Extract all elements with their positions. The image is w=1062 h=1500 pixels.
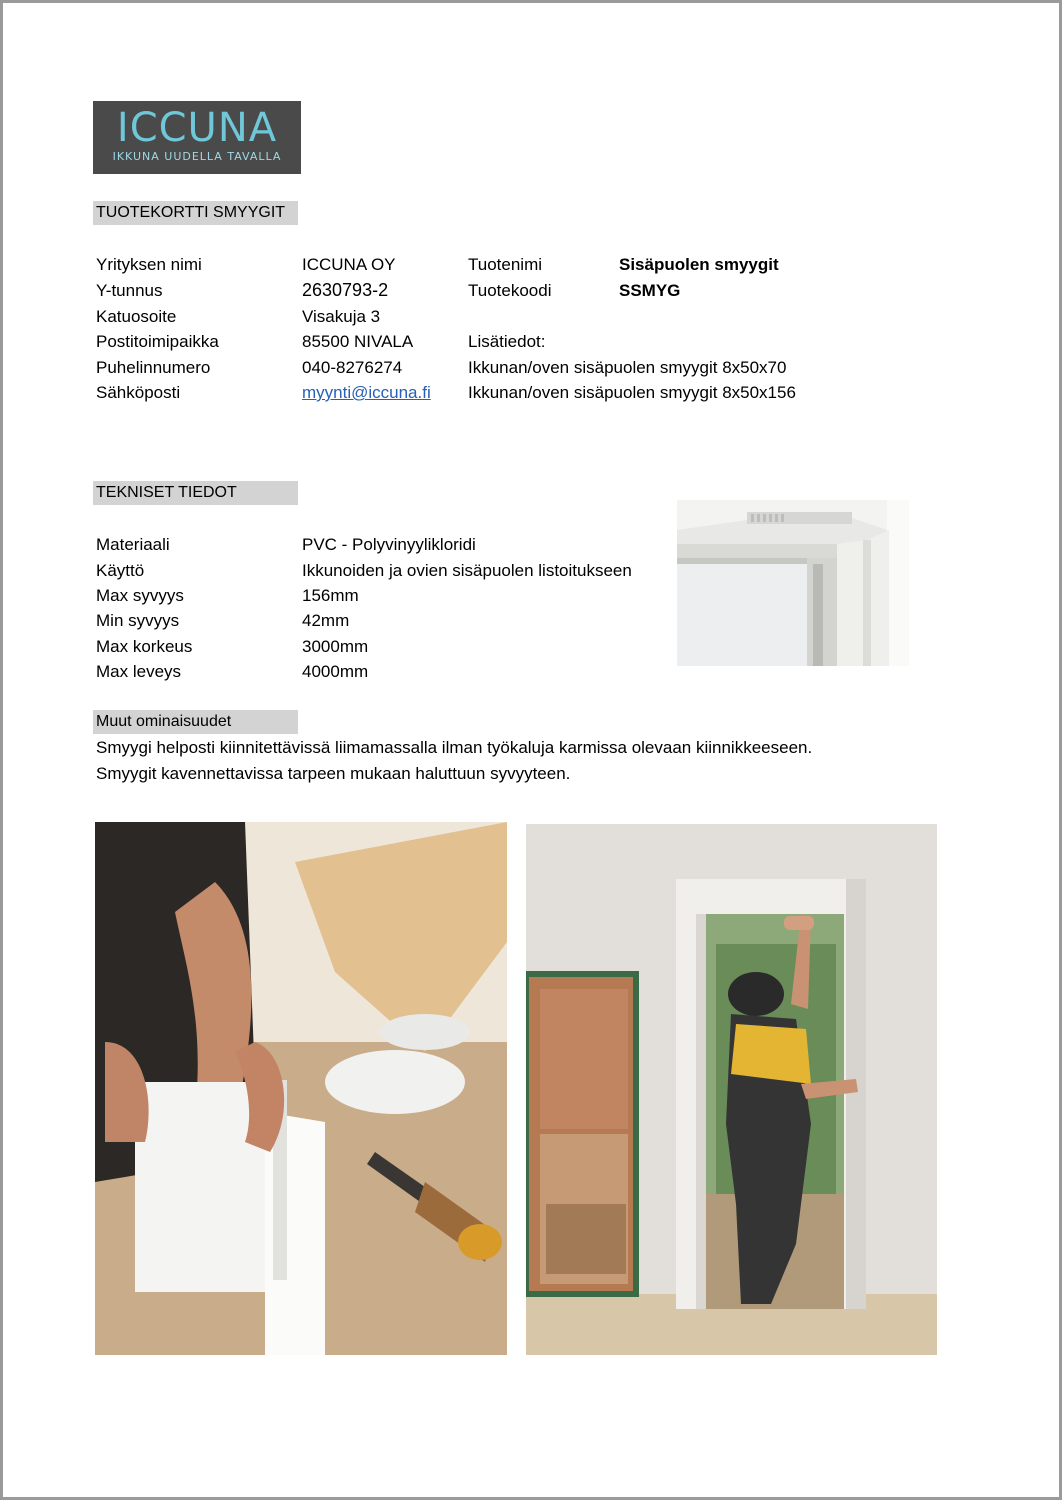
document-page <box>3 3 1059 1497</box>
company-name-value: ICCUNA OY <box>302 255 396 274</box>
logo-wordmark: ICCUNA <box>116 105 278 151</box>
tech-value: PVC - Polyvinyylikloridi <box>302 535 476 554</box>
tech-value: 42mm <box>302 611 350 630</box>
product-name-label: Tuotenimi <box>468 255 543 274</box>
tech-value: 3000mm <box>302 637 369 656</box>
card-title: TUOTEKORTTI SMYYGIT <box>93 201 298 225</box>
phone-value: 040-8276274 <box>302 358 403 377</box>
product-code-value: SSMYG <box>619 281 681 300</box>
tech-value: 4000mm <box>302 662 369 681</box>
extra-info-line: Ikkunan/oven sisäpuolen smyygit 8x50x156 <box>468 383 796 402</box>
tech-label: Max leveys <box>96 662 182 681</box>
other-description-line: Smyygit kavennettavissa tarpeen mukaan haluttuun syvyyteen. <box>96 764 571 783</box>
phone-label: Puhelinnumero <box>96 358 211 377</box>
company-name-label: Yrityksen nimi <box>96 255 202 274</box>
tech-value: Ikkunoiden ja ovien sisäpuolen listoitukseen <box>302 561 632 580</box>
tech-label: Min syvyys <box>96 611 180 630</box>
postal-label: Postitoimipaikka <box>96 332 219 351</box>
tech-section-title: TEKNISET TIEDOT <box>93 481 298 505</box>
company-logo <box>93 101 301 174</box>
product-profile-image <box>677 500 909 666</box>
tech-value: 156mm <box>302 586 359 605</box>
ytunnus-label: Y-tunnus <box>96 281 163 300</box>
product-code-label: Tuotekoodi <box>468 281 552 300</box>
tech-label: Max syvyys <box>96 586 184 605</box>
installation-photo-profile <box>95 822 507 1355</box>
tech-label: Max korkeus <box>96 637 193 656</box>
email-link[interactable]: myynti@iccuna.fi <box>302 383 431 402</box>
logo-tagline: IKKUNA UUDELLA TAVALLA <box>112 150 282 163</box>
installation-photo-door <box>526 824 937 1355</box>
postal-value: 85500 NIVALA <box>302 332 414 351</box>
extra-info-label: Lisätiedot: <box>468 332 546 351</box>
product-name-value: Sisäpuolen smyygit <box>619 255 779 274</box>
tech-label: Käyttö <box>96 561 145 580</box>
tech-label: Materiaali <box>96 535 170 554</box>
email-label: Sähköposti <box>96 383 181 402</box>
street-label: Katuosoite <box>96 307 177 326</box>
street-value: Visakuja 3 <box>302 307 381 326</box>
other-description-line: Smyygi helposti kiinnitettävissä liimamassalla ilman työkaluja karmissa olevaan kiinnikkeeseen. <box>96 738 813 757</box>
ytunnus-value: 2630793-2 <box>302 280 389 300</box>
extra-info-line: Ikkunan/oven sisäpuolen smyygit 8x50x70 <box>468 358 787 377</box>
other-section-title: Muut ominaisuudet <box>93 710 298 734</box>
